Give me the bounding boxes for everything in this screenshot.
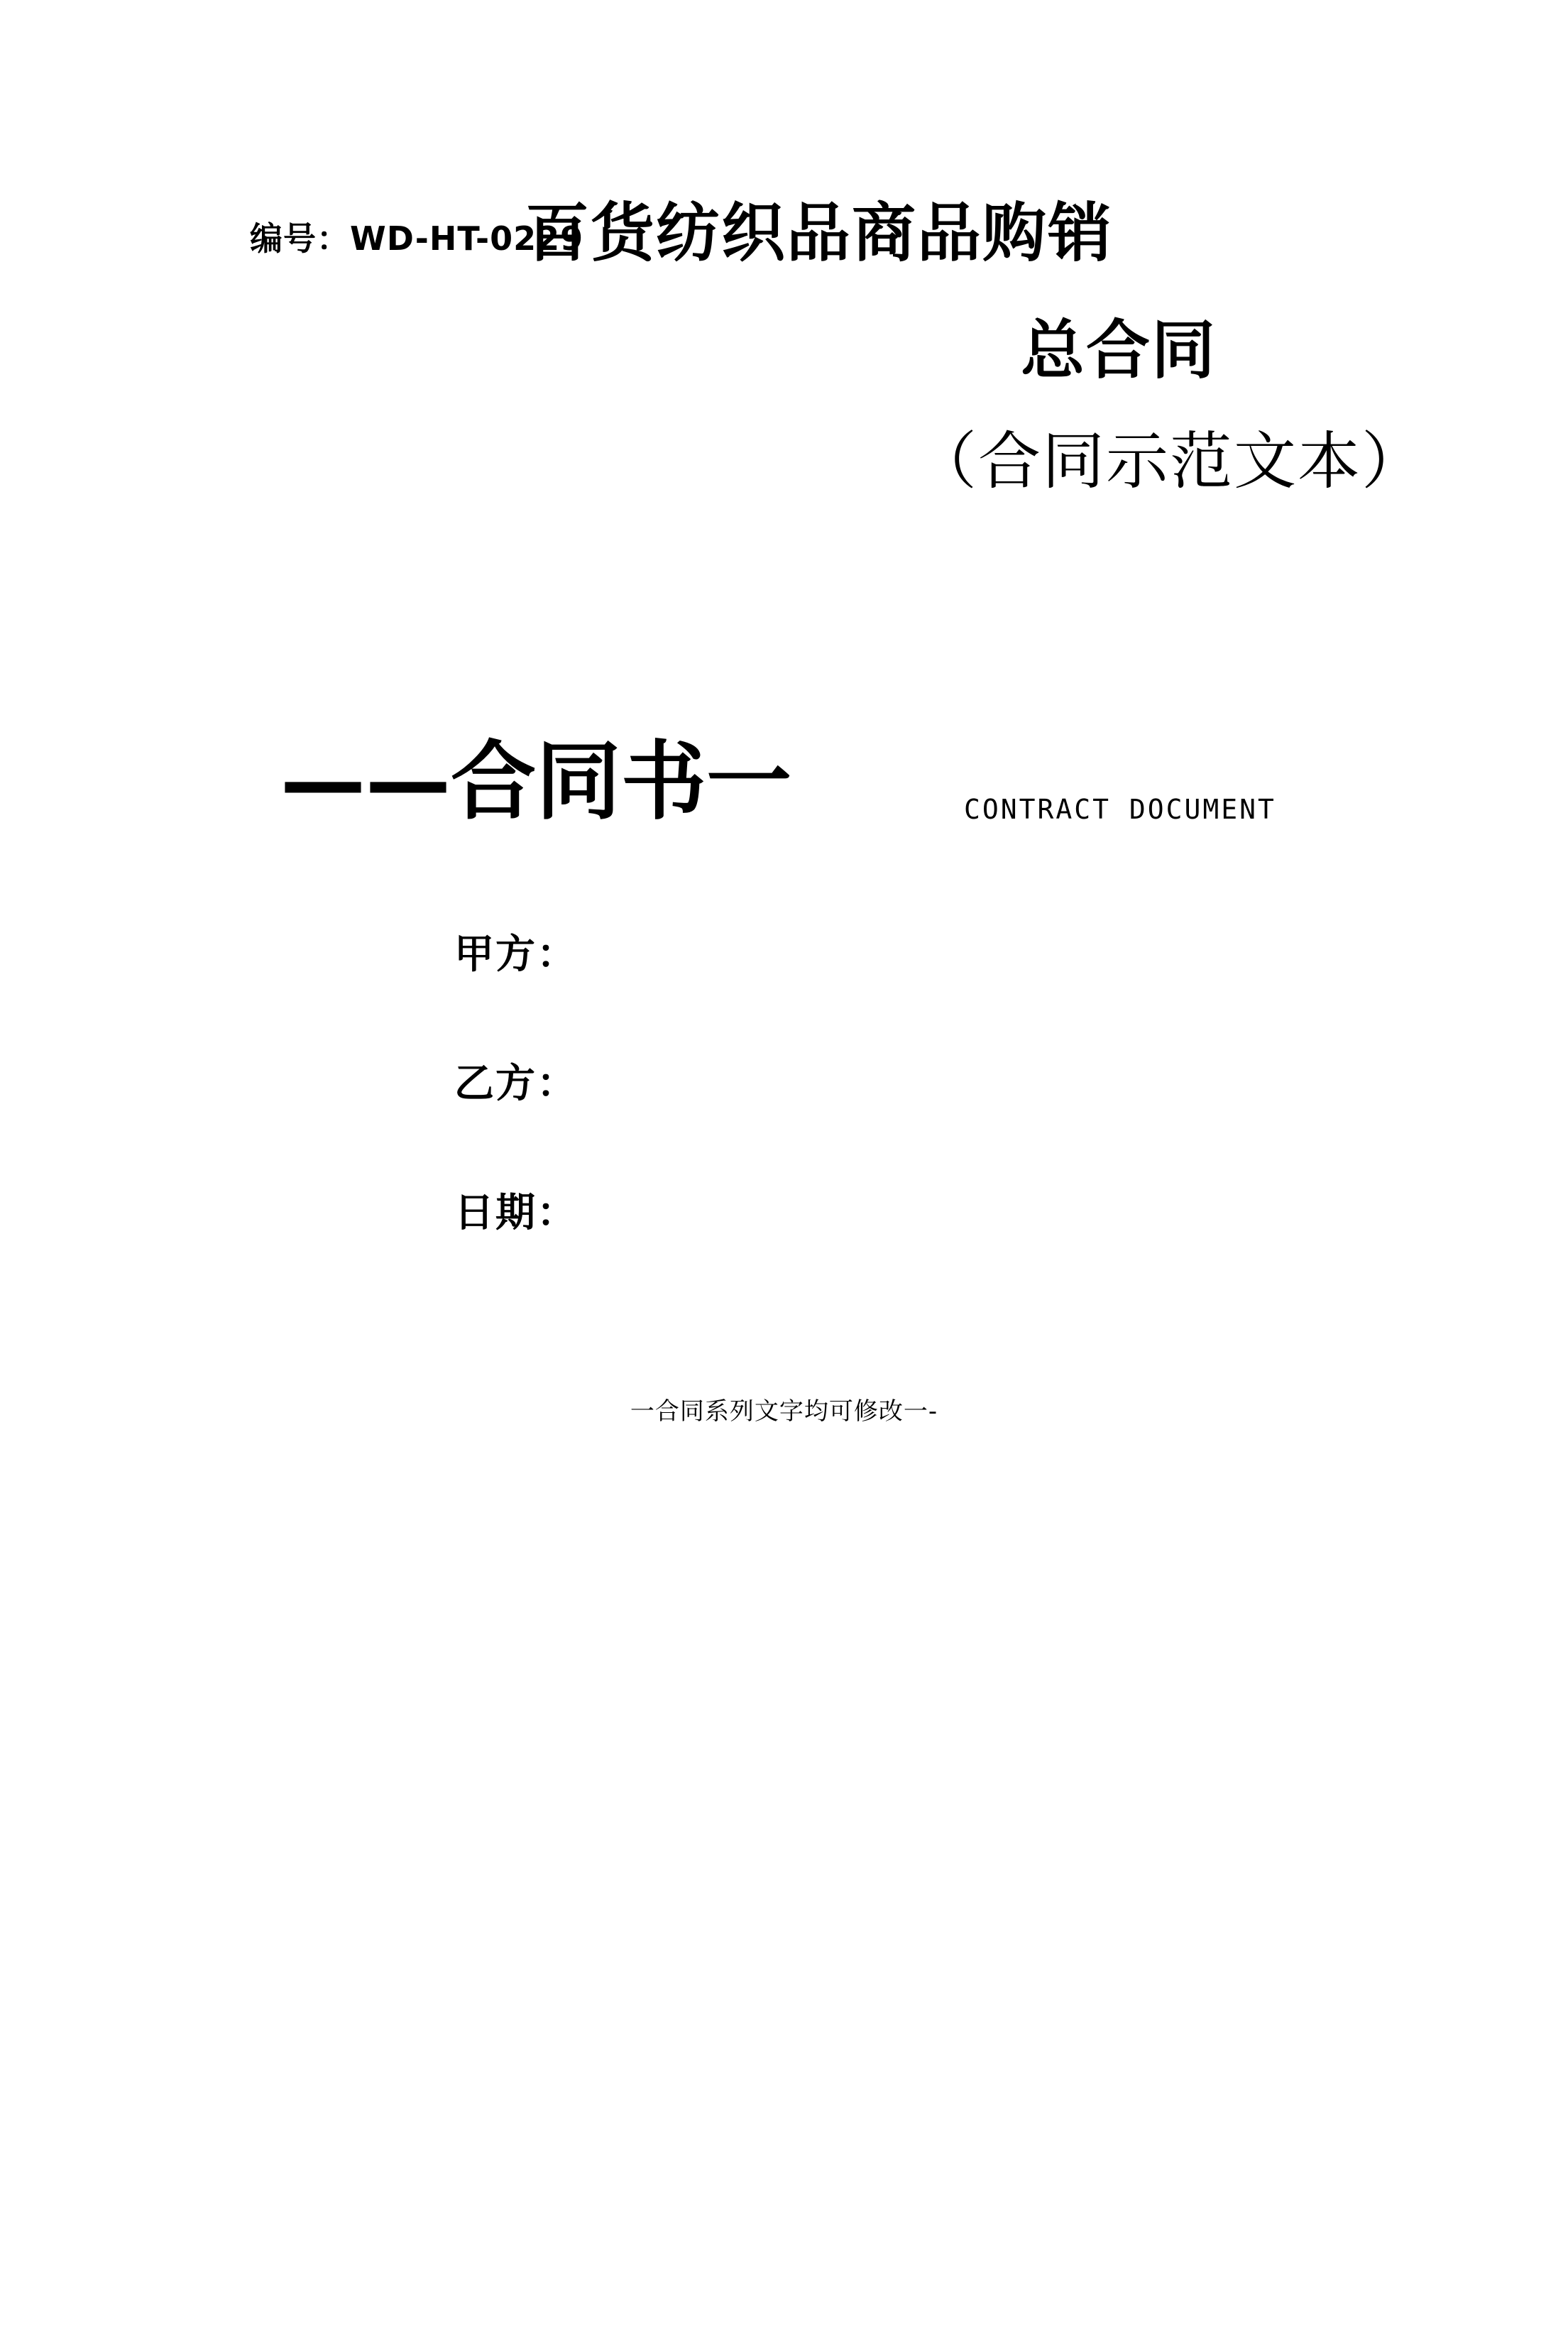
document-number: 编号：WD-HT-0229 [250, 219, 584, 258]
date-row [454, 1181, 578, 1238]
contract-banner-chinese: ——合同书一 [280, 733, 791, 831]
party-b-row [454, 1052, 578, 1109]
document-footnote: 一合同系列文字均可修改一- [630, 1397, 938, 1426]
party-b-label: 乙方： [454, 1061, 578, 1107]
document-title-line-1: 百货纺织品商品购销 [525, 196, 1113, 271]
contract-banner-english: CONTRACT DOCUMENT [964, 794, 1276, 825]
date-label: 日期： [454, 1190, 578, 1236]
party-a-label: 甲方： [454, 932, 578, 978]
document-subtitle: （合同示范文本） [914, 425, 1426, 498]
document-title-line-2: 总合同 [1021, 313, 1217, 388]
party-a-row [454, 923, 578, 980]
